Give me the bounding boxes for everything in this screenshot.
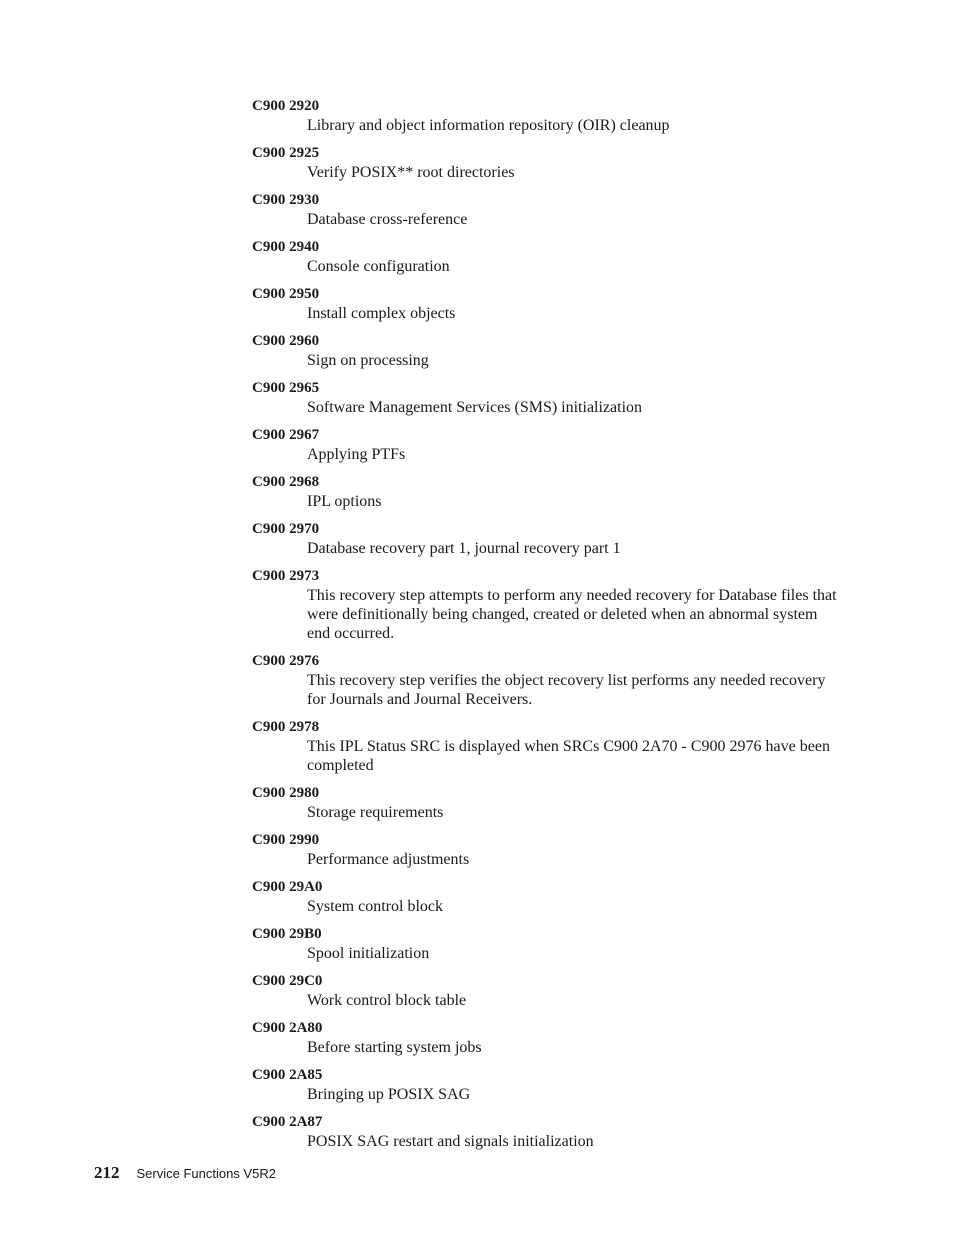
src-code: C900 29A0 (252, 879, 323, 895)
src-entry (252, 285, 842, 323)
src-code: C900 2920 (252, 98, 320, 114)
src-code: C900 2950 (252, 286, 320, 302)
src-code: C900 2925 (252, 145, 320, 161)
src-description: Database recovery part 1, journal recovery part 1 (307, 540, 621, 557)
src-code: C900 2970 (252, 521, 320, 537)
page-footer (94, 1163, 276, 1185)
src-code-list (252, 97, 842, 1160)
src-description: POSIX SAG restart and signals initialization (307, 1133, 594, 1150)
src-code: C900 2990 (252, 832, 320, 848)
src-description: Sign on processing (307, 352, 429, 369)
src-entry (252, 831, 842, 869)
src-description: Software Management Services (SMS) initialization (307, 399, 643, 416)
src-code: C900 2A85 (252, 1067, 323, 1083)
src-description: This recovery step verifies the object recovery list performs any needed recovery for Journals and Journal Receivers. (307, 672, 826, 708)
src-entry (252, 426, 842, 464)
src-code: C900 2978 (252, 719, 320, 735)
src-description: Performance adjustments (307, 851, 470, 868)
src-description: Storage requirements (307, 804, 444, 821)
src-code: C900 2980 (252, 785, 320, 801)
src-description: Verify POSIX** root directories (307, 164, 515, 181)
src-code: C900 2930 (252, 192, 320, 208)
src-entry (252, 1066, 842, 1104)
src-description: IPL options (307, 493, 382, 510)
src-entry (252, 97, 842, 135)
src-entry (252, 925, 842, 963)
src-entry (252, 191, 842, 229)
src-entry (252, 784, 842, 822)
src-code: C900 2968 (252, 474, 320, 490)
src-code: C900 2973 (252, 568, 320, 584)
src-code: C900 2960 (252, 333, 320, 349)
src-description: System control block (307, 898, 443, 915)
src-entry (252, 332, 842, 370)
src-description: Database cross-reference (307, 211, 468, 228)
src-entry (252, 238, 842, 276)
src-entry (252, 878, 842, 916)
page-number: 212 (94, 1163, 120, 1182)
src-entry (252, 473, 842, 511)
src-entry (252, 379, 842, 417)
src-entry (252, 520, 842, 558)
src-code: C900 29B0 (252, 926, 322, 942)
src-entry (252, 972, 842, 1010)
src-description: Spool initialization (307, 945, 430, 962)
src-entry (252, 718, 842, 775)
src-entry (252, 1019, 842, 1057)
src-description: This recovery step attempts to perform any needed recovery for Database files that were definitionally being changed, created or deleted when an abnormal system end occurred. (307, 587, 837, 642)
src-entry (252, 1113, 842, 1151)
src-description: Library and object information repository (OIR) cleanup (307, 117, 670, 134)
src-description: Bringing up POSIX SAG (307, 1086, 471, 1103)
src-description: This IPL Status SRC is displayed when SRCs C900 2A70 - C900 2976 have been completed (307, 738, 830, 774)
src-description: Work control block table (307, 992, 467, 1009)
src-code: C900 2967 (252, 427, 320, 443)
src-entry (252, 144, 842, 182)
src-code: C900 2940 (252, 239, 320, 255)
src-code: C900 2A80 (252, 1020, 323, 1036)
src-description: Before starting system jobs (307, 1039, 482, 1056)
src-entry (252, 652, 842, 709)
src-entry (252, 567, 842, 643)
src-code: C900 2A87 (252, 1114, 323, 1130)
footer-book-title: Service Functions V5R2 (136, 1166, 276, 1181)
src-description: Console configuration (307, 258, 450, 275)
src-code: C900 2976 (252, 653, 320, 669)
src-description: Install complex objects (307, 305, 456, 322)
src-description: Applying PTFs (307, 446, 406, 463)
src-code: C900 29C0 (252, 973, 323, 989)
src-code: C900 2965 (252, 380, 320, 396)
